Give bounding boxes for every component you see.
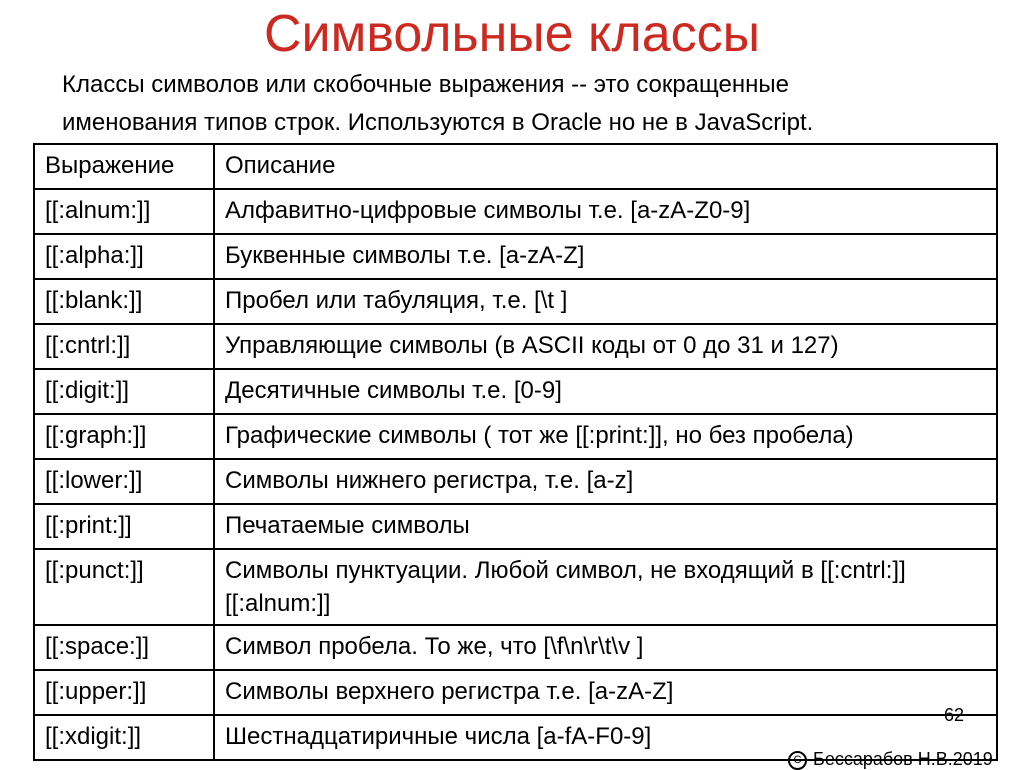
expression-cell: [[:print:]] (34, 504, 214, 549)
description-cell: Символы верхнего регистра т.е. [a-zA-Z] (214, 670, 997, 715)
expression-cell: [[:alnum:]] (34, 189, 214, 234)
table-row (34, 504, 997, 549)
description-cell: Символы нижнего регистра, т.е. [a-z] (214, 459, 997, 504)
description-cell: Буквенные символы т.е. [a-zA-Z] (214, 234, 997, 279)
slide-subtitle (62, 66, 992, 142)
expression-cell: [[:cntrl:]] (34, 324, 214, 369)
table-header-row (34, 144, 997, 189)
description-cell: Печатаемые символы (214, 504, 997, 549)
description-cell: Символы пунктуации. Любой символ, не входящий в [[:cntrl:]] [[:alnum:]] (214, 549, 997, 625)
description-cell: Алфавитно-цифровые символы т.е. [a-zA-Z0-9] (214, 189, 997, 234)
column-header-expression: Выражение (34, 144, 214, 189)
expression-cell: [[:upper:]] (34, 670, 214, 715)
expression-cell: [[:digit:]] (34, 369, 214, 414)
description-cell: Графические символы ( тот же [[:print:]], но без пробела) (214, 414, 997, 459)
table-row (34, 549, 997, 625)
table-row (34, 369, 997, 414)
table-row (34, 414, 997, 459)
expression-cell: [[:lower:]] (34, 459, 214, 504)
expression-cell: [[:alpha:]] (34, 234, 214, 279)
subtitle-line: именования типов строк. Используются в Oracle но не в JavaScript. (62, 109, 814, 136)
table-row (34, 459, 997, 504)
table-row (34, 324, 997, 369)
table-row (34, 189, 997, 234)
subtitle-line: Классы символов или скобочные выражения -- это сокращенные (62, 71, 789, 98)
footer-author: Бессарабов Н.В.2019 (813, 749, 993, 769)
description-cell: Десятичные символы т.е. [0-9] (214, 369, 997, 414)
description-cell: Управляющие символы (в ASCII коды от 0 до 31 и 127) (214, 324, 997, 369)
expression-cell: [[:space:]] (34, 625, 214, 670)
slide-title: Символьные классы (263, 5, 761, 63)
page-number: 62 (944, 705, 965, 725)
description-cell: Символ пробела. То же, что [\f\n\r\t\v ] (214, 625, 997, 670)
character-classes-table (33, 143, 998, 761)
description-cell: Пробел или табуляция, т.е. [\t ] (214, 279, 997, 324)
table-row (34, 670, 997, 715)
expression-cell: [[:xdigit:]] (34, 715, 214, 760)
description-cell: Шестнадцатиричные числа [a-fA-F0-9] (214, 715, 997, 760)
expression-cell: [[:punct:]] (34, 549, 214, 625)
expression-cell: [[:blank:]] (34, 279, 214, 324)
table-row (34, 279, 997, 324)
table-row (34, 234, 997, 279)
expression-cell: [[:graph:]] (34, 414, 214, 459)
table-row (34, 625, 997, 670)
copyright-icon: C (788, 751, 807, 770)
column-header-description: Описание (214, 144, 997, 189)
